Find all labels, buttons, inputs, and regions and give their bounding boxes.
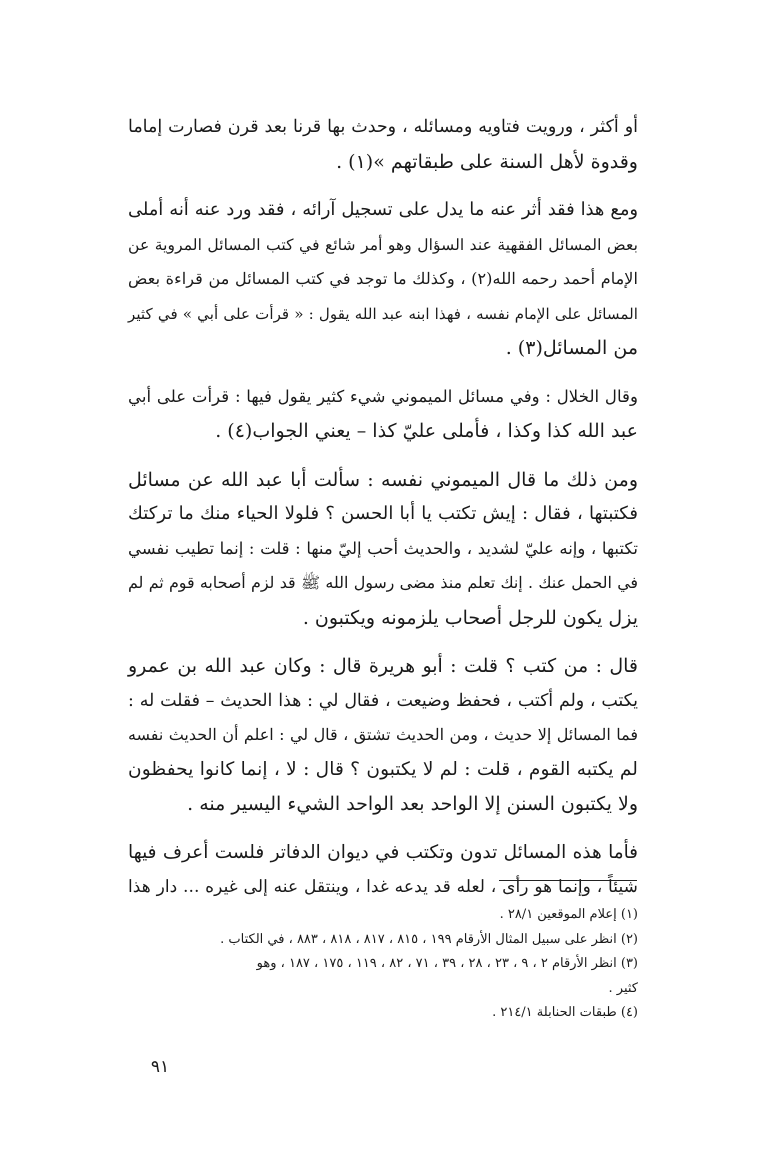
paragraph-6	[128, 836, 638, 905]
text-line: في الحمل عنك . إنك تعلم منذ مضى رسول الله ﷺ قد لزم أصحابه قوم ثم لم	[128, 573, 638, 592]
paragraph-5	[128, 649, 638, 822]
footnote-3: (٣) انظر الأرقام ٢ ، ٩ ، ٢٣ ، ٢٨ ، ٣٩ ، ٧١ ، ٨٢ ، ١١٩ ، ١٧٥ ، ١٨٧ ، وهو	[256, 956, 638, 971]
text-line: الإمام أحمد رحمه الله(٢) ، وكذلك ما توجد في كتب المسائل من قراءة بعض	[128, 269, 638, 288]
text-line: وقال الخلال : وفي مسائل الميموني شيء كثير يقول فيها : قرأت على أبي	[128, 386, 638, 406]
paragraph-1	[128, 110, 638, 179]
footnote-3-continued: كثير .	[608, 980, 638, 996]
text-line: فكتبتها ، فقال : إيش تكتب يا أبا الحسن ؟ فلولا الحياء منك ما تركتك	[128, 503, 638, 524]
footnotes	[128, 903, 638, 1026]
text-line: ومع هذا فقد أثر عنه ما يدل على تسجيل آرائه ، فقد ورد عنه أنه أملى	[128, 199, 638, 220]
text-line: عبد الله كذا وكذا ، فأملى عليّ كذا – يعني الجواب(٤) .	[215, 420, 638, 442]
paragraph-3	[128, 380, 638, 449]
text-line: بعض المسائل الفقهية عند السؤال وهو أمر شائع في كتب المسائل المروية عن	[128, 234, 638, 254]
text-line: تكتبها ، وإنه عليّ لشديد ، والحديث أحب إليّ منها : قلت : إنما تطيب نفسي	[128, 538, 638, 558]
text-line: يكتب ، ولم أكتب ، فحفظ وضيعت ، فقال لي : هذا الحديث – فقلت له :	[128, 690, 638, 711]
footnote-4: (٤) طبقات الحنابلة ٢١٤/١ .	[492, 1005, 638, 1020]
text-line: شيئاً ، وإنما هو رأى ، لعله قد يدعه غدا ، وينتقل عنه إلى غيره ... دار هذا	[128, 877, 638, 897]
text-line: وقدوة لأهل السنة على طبقاتهم »(١) .	[336, 150, 638, 173]
text-line: المسائل على الإمام نفسه ، فهذا ابنه عبد الله يقول : « قرأت على أبي » في كثير	[128, 304, 638, 323]
page-number: ٩١	[150, 1057, 170, 1077]
footnote-1: (١) إعلام الموقعين ٢٨/١ .	[499, 907, 638, 922]
text-line: يزل يكون للرجل أصحاب يلزمونه ويكتبون .	[302, 606, 638, 629]
main-text	[128, 110, 638, 919]
text-line: فما المسائل إلا حديث ، ومن الحديث تشتق ، قال لي : اعلم أن الحديث نفسه	[128, 725, 638, 744]
text-line: لم يكتبه القوم ، قلت : لم لا يكتبون ؟ قال : لا ، إنما كانوا يحفظون	[128, 758, 638, 780]
text-line: أو أكثر ، ورويت فتاويه ومسائله ، وحدث بها قرنا بعد قرن فصارت إماما	[128, 117, 638, 137]
text-line: فأما هذه المسائل تدون وتكتب في ديوان الدفاتر فلست أعرف فيها	[128, 841, 638, 863]
paragraph-2	[128, 193, 638, 366]
footnote-2: (٢) انظر على سبيل المثال الأرقام ١٩٩ ، ٨١٥ ، ٨١٧ ، ٨١٨ ، ٨٨٣ ، في الكتاب .	[220, 931, 638, 947]
text-line: من المسائل(٣) .	[505, 337, 638, 359]
footnote-divider	[499, 880, 637, 881]
text-line: قال : من كتب ؟ قلت : أبو هريرة قال : وكان عبد الله بن عمرو	[128, 655, 638, 677]
paragraph-4	[128, 463, 638, 636]
text-line: ومن ذلك ما قال الميموني نفسه : سألت أبا عبد الله عن مسائل	[128, 468, 638, 491]
text-line: ولا يكتبون السنن إلا الواحد بعد الواحد الشيء اليسير منه .	[187, 793, 638, 815]
